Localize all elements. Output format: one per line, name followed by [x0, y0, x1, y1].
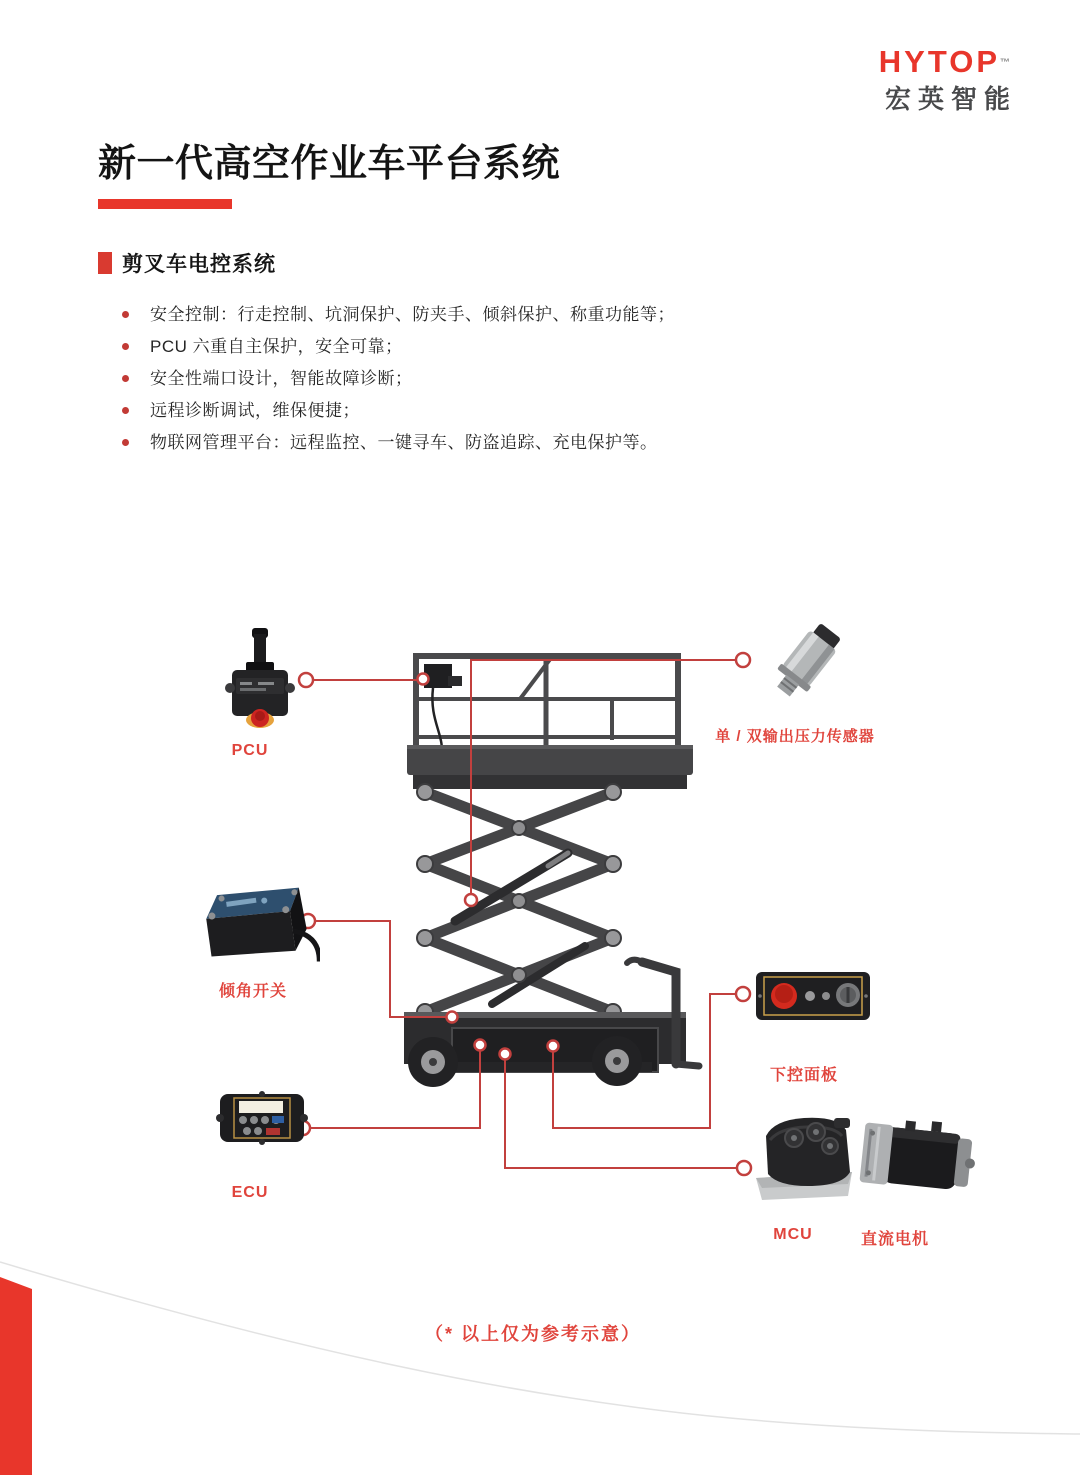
mcu-icon	[748, 1106, 860, 1206]
list-item-text: PCU 六重自主保护，安全可靠；	[150, 337, 403, 356]
section-marker	[98, 252, 112, 274]
page-edge-curve	[0, 1262, 1080, 1434]
dc-motor-icon	[858, 1118, 978, 1202]
tilt-switch-image	[196, 878, 320, 978]
lift-base	[404, 1012, 686, 1072]
label-ecu: ECU	[231, 1184, 269, 1201]
label-tilt-switch: 倾角开关	[218, 983, 287, 1000]
callout-anchor-dot	[447, 1012, 458, 1023]
callout-anchor-dot	[475, 1040, 486, 1051]
list-item	[122, 434, 762, 452]
lift-scissor-arms	[425, 792, 613, 1012]
list-item	[122, 402, 762, 420]
dc-motor-image	[858, 1118, 978, 1202]
section-heading-text: 剪叉车电控系统	[122, 253, 276, 276]
callout-line-pressure-sensor	[471, 660, 743, 900]
callout-ring	[299, 673, 313, 687]
callout-anchor-dot	[548, 1041, 559, 1052]
label-lower-control-panel: 下控面板	[769, 1067, 838, 1084]
lift-wheel-left	[408, 1037, 458, 1087]
pcu-image	[222, 626, 298, 732]
callout-anchor-dot	[465, 894, 477, 906]
callout-anchor-dot	[500, 1049, 511, 1060]
lower-control-panel-icon	[754, 970, 872, 1022]
pressure-sensor-image	[758, 620, 853, 708]
label-pressure-sensor: 单 / 双输出压力传感器	[715, 728, 875, 745]
list-item-text: 安全控制：行走控制、坑洞保护、防夹手、倾斜保护、称重功能等；	[150, 305, 675, 324]
footnote: （* 以上仅为参考示意）	[424, 1324, 641, 1344]
lower-control-panel-image	[754, 970, 872, 1022]
bullet-dot	[122, 311, 129, 318]
list-item-text: 远程诊断调试，维保便捷；	[150, 401, 360, 420]
lift-deck	[407, 745, 693, 789]
logo-subbrand-text: 宏英智能	[884, 84, 1017, 114]
callout-line-mcu	[505, 1054, 744, 1168]
lift-hydraulic-cylinders	[455, 853, 585, 1004]
label-pcu: PCU	[231, 742, 269, 759]
section-heading	[98, 248, 276, 278]
ecu-image	[214, 1090, 310, 1146]
lift-entry-fork	[627, 960, 699, 1066]
bullet-dot	[122, 439, 129, 446]
platform-mounted-pcu	[424, 664, 462, 758]
label-dc-motor: 直流电机	[860, 1231, 929, 1248]
bullet-dot	[122, 343, 129, 350]
title-underline	[98, 199, 232, 209]
pressure-sensor-icon	[758, 620, 853, 708]
bullet-dot	[122, 375, 129, 382]
callout-line-ecu	[303, 1045, 480, 1128]
label-mcu: MCU	[773, 1226, 813, 1243]
logo-brand-text: HYTOP	[878, 44, 1000, 79]
callout-ring	[736, 987, 750, 1001]
list-item-text: 物联网管理平台：远程监控、一键寻车、防盗追踪、充电保护等。	[150, 433, 658, 452]
page-title: 新一代高空作业车平台系统	[98, 143, 561, 185]
callout-rings	[296, 653, 751, 1175]
tilt-switch-icon	[196, 878, 320, 978]
callout-anchor-dot	[418, 674, 429, 685]
callout-line-lower-control-panel	[553, 994, 743, 1128]
lift-scissor-joints	[417, 784, 621, 1020]
ecu-icon	[214, 1090, 310, 1146]
feature-list	[122, 306, 762, 466]
callout-lines	[303, 660, 744, 1168]
list-item-text: 安全性端口设计，智能故障诊断；	[150, 369, 413, 388]
logo-tm-mark: ™	[1000, 57, 1010, 69]
mcu-image	[748, 1106, 860, 1206]
callout-ring	[736, 653, 750, 667]
list-item	[122, 370, 762, 388]
lift-platform	[413, 653, 681, 748]
callout-line-tilt-switch	[308, 921, 452, 1017]
bullet-dot	[122, 407, 129, 414]
list-item	[122, 338, 762, 356]
pcu-joystick-icon	[222, 626, 298, 732]
lift-wheel-right	[592, 1036, 642, 1086]
scissor-lift-illustration	[404, 653, 699, 1087]
list-item	[122, 306, 762, 324]
corner-red-band	[0, 1277, 32, 1475]
hytop-logo	[878, 44, 1017, 114]
